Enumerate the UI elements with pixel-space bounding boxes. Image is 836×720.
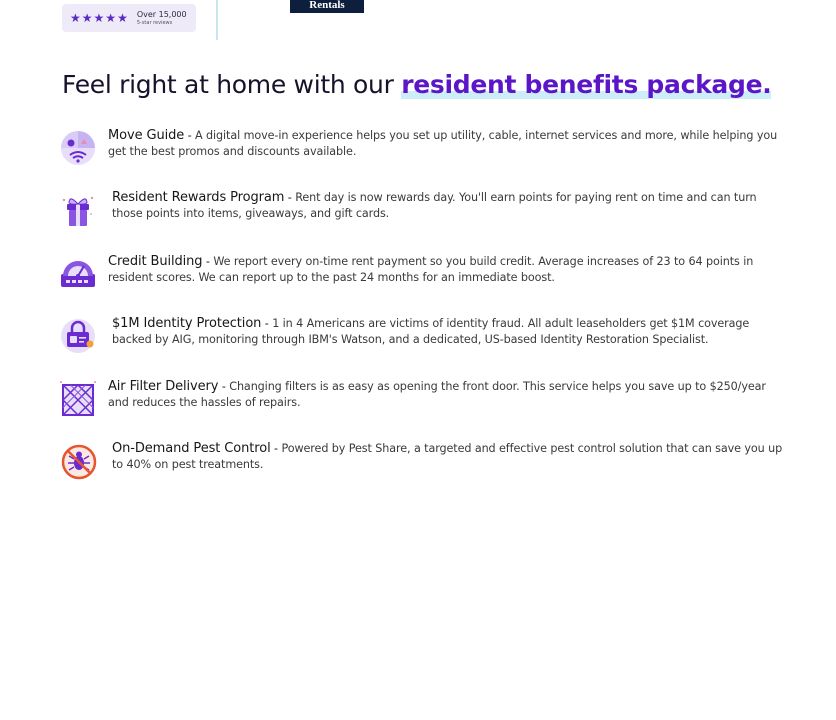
benefit-separator: - <box>284 191 296 204</box>
benefit-description: We report every on-time rent payment so you build credit. Average increases of 23 to 64 points in resident scores. We can report up to the past 24 months for an immediate boost. <box>108 255 754 284</box>
benefit-separator: - <box>202 255 214 268</box>
benefit-title: Credit Building <box>108 254 203 269</box>
benefit-description: A digital move-in experience helps you set up utility, cable, internet services and more, while helping you get the best promos and discounts available. <box>108 129 778 158</box>
star-icon: ★ <box>81 11 93 25</box>
identity-lock-icon <box>58 316 98 356</box>
reviews-label: 5-star reviews <box>136 19 173 26</box>
benefit-description: Changing filters is as easy as opening the front door. This service helps you save up to $250/year and reduces the hassles of repairs. <box>108 380 766 409</box>
credit-gauge-icon <box>58 254 98 294</box>
star-icon: ★ <box>105 11 117 25</box>
benefit-title: On-Demand Pest Control <box>112 441 271 456</box>
benefit-separator: - <box>270 442 282 455</box>
star-icon: ★ <box>117 11 128 25</box>
title-prefix: Feel right at home with our <box>62 70 402 99</box>
reviews-count: Over 15,000 <box>136 9 187 19</box>
star-icon: ★ <box>93 11 105 25</box>
benefit-title: Air Filter Delivery <box>108 379 219 394</box>
benefit-separator: - <box>261 317 273 330</box>
benefit-separator: - <box>184 129 196 142</box>
benefit-title: $1M Identity Protection <box>112 316 262 331</box>
air-filter-icon <box>58 379 98 419</box>
benefit-description: 1 in 4 Americans are victims of identity fraud. All adult leaseholders get $1M coverage backed by AIG, monitoring through IBM's Watson, and a dedicated, US-based Identity Restoration Specialist. <box>112 317 750 346</box>
gift-icon <box>58 190 98 230</box>
no-pests-icon <box>58 441 98 481</box>
brand-logo: Rentals <box>290 0 364 13</box>
benefit-separator: - <box>218 380 230 393</box>
title-highlight: resident benefits package. <box>401 70 772 99</box>
benefit-description: Rent day is now rewards day. You'll earn points for paying rent on time and can turn those points into items, giveaways, and gift cards. <box>112 191 757 220</box>
benefit-description: Powered by Pest Share, a targeted and effective pest control solution that can save you up to 40% on pest treatments. <box>112 442 783 471</box>
star-icon: ★ <box>70 11 81 25</box>
move-guide-icon <box>58 128 98 168</box>
benefit-title: Resident Rewards Program <box>112 190 285 205</box>
benefit-title: Move Guide <box>108 128 185 143</box>
